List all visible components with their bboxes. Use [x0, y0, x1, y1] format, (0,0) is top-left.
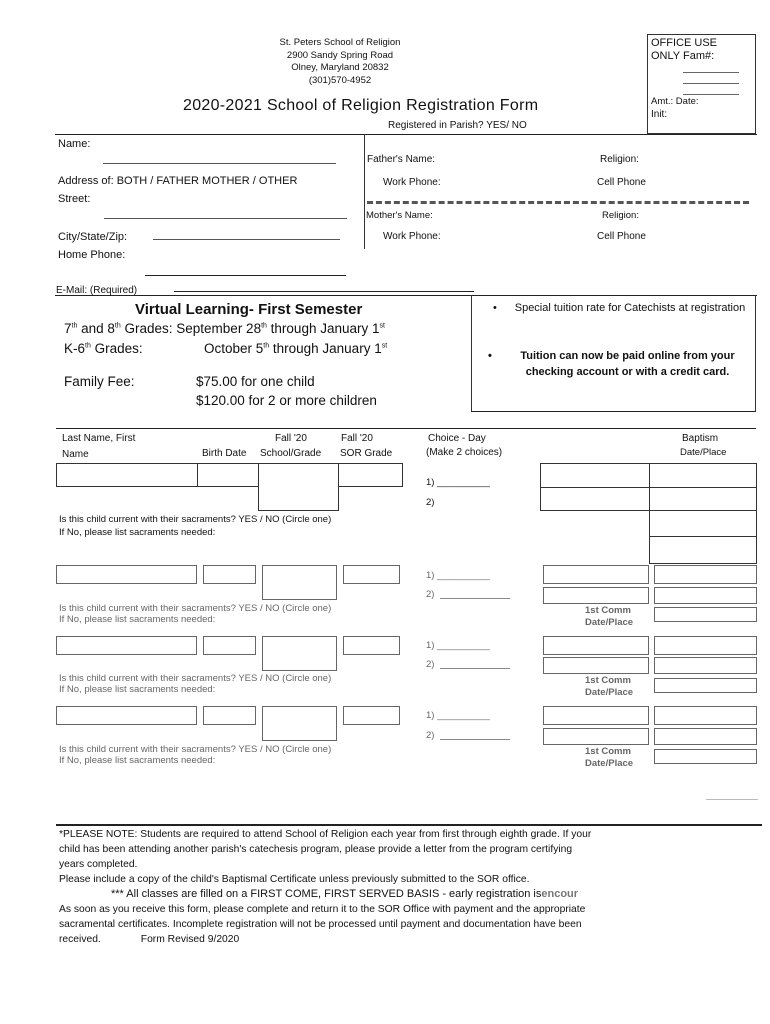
first-comm-label-2: Date/Place — [585, 617, 634, 628]
first-comm-label-2: Date/Place — [585, 687, 634, 698]
home-phone-input-line[interactable] — [145, 275, 346, 276]
tuition-box-bottom — [471, 411, 756, 412]
choice-1[interactable]: 1) __________ — [426, 477, 490, 488]
received-text: received. — [59, 934, 101, 945]
email-label: E-Mail: (Required) — [56, 285, 138, 296]
col-choice-2: (Make 2 choices) — [426, 447, 503, 458]
col-name-2: Name — [62, 449, 89, 460]
g78-sup: th — [261, 322, 267, 330]
col-school-grade: School/Grade — [260, 448, 322, 459]
baptism-field[interactable] — [649, 463, 757, 488]
extra-field-2[interactable] — [543, 587, 649, 604]
grades-k6-dates — [204, 341, 387, 356]
first-comm-label-1: 1st Comm — [585, 746, 631, 757]
note-last-line — [59, 932, 764, 947]
office-amt-date: Amt.: Date: — [651, 96, 699, 107]
col-baptism-2: Date/Place — [680, 447, 727, 458]
school-grade-field[interactable] — [262, 636, 337, 671]
school-address-2: Olney, Maryland 20832 — [291, 62, 389, 73]
baptism-field-2[interactable] — [649, 487, 757, 511]
name-input-line[interactable] — [103, 163, 336, 164]
address-label: Address of: BOTH / FATHER MOTHER / OTHER — [58, 175, 298, 187]
notes-block — [59, 827, 764, 947]
vertical-divider — [364, 134, 365, 249]
note-line: Please include a copy of the child's Baptismal Certificate unless previously submitted to the SOR office. — [59, 874, 530, 885]
k6-part: Grades: — [90, 341, 143, 356]
sacraments-needed: If No, please list sacraments needed: — [59, 755, 216, 766]
school-name: St. Peters School of Religion — [279, 37, 401, 48]
birth-date-field[interactable] — [203, 636, 256, 655]
choice-2[interactable]: 2) — [426, 730, 435, 741]
first-comm-label-1: 1st Comm — [585, 605, 631, 616]
extra-field-2[interactable] — [543, 728, 649, 745]
choice-2-line[interactable] — [440, 668, 510, 669]
parent-separator — [367, 201, 749, 204]
baptism-field-2[interactable] — [654, 728, 757, 745]
extra-field[interactable] — [543, 565, 649, 584]
first-come-trunc: encour — [541, 888, 579, 900]
fee-two-children: $120.00 for 2 or more children — [196, 393, 377, 408]
k6-sup: th — [85, 342, 91, 350]
tuition-bullet-2 — [488, 348, 753, 380]
col-fall-1: Fall '20 — [275, 433, 307, 444]
city-label: City/State/Zip: — [58, 231, 128, 243]
mother-name-label: Mother's Name: — [366, 210, 433, 221]
g78-part: 7 — [64, 321, 72, 336]
first-come-text: *** All classes are filled on a FIRST COME, FIRST SERVED BASIS - early registration is — [111, 888, 542, 900]
baptism-field-2[interactable] — [654, 657, 757, 674]
extra-field[interactable] — [540, 463, 650, 488]
grades-k6-label — [64, 341, 143, 356]
col-fall-2: Fall '20 — [341, 433, 373, 444]
k6-date-sup: st — [381, 342, 388, 350]
office-fam-label: ONLY Fam#: — [651, 50, 715, 62]
choice-2[interactable]: 2) — [426, 659, 435, 670]
baptism-field[interactable] — [654, 565, 757, 584]
parish-question: Registered in Parish? YES/ NO — [388, 120, 527, 131]
mother-religion-label: Religion: — [602, 210, 639, 221]
mother-cell-label: Cell Phone — [597, 231, 646, 242]
street-input-line[interactable] — [104, 218, 347, 219]
father-work-label: Work Phone: — [383, 177, 441, 188]
sor-grade-field[interactable] — [343, 565, 400, 584]
bullet-icon: • — [488, 350, 492, 362]
first-comm-field-2[interactable] — [649, 536, 757, 564]
first-comm-field[interactable] — [654, 607, 757, 622]
sor-grade-field[interactable] — [338, 463, 403, 487]
bullet-icon: • — [493, 302, 497, 314]
col-baptism-1: Baptism — [682, 433, 719, 444]
g78-sup: st — [379, 322, 385, 330]
school-grade-field[interactable] — [262, 565, 337, 600]
note-line: As soon as you receive this form, please complete and return it to the SOR Office with payment and the appropriate — [59, 904, 586, 915]
street-label: Street: — [58, 193, 91, 205]
g78-sup: th — [71, 322, 78, 330]
city-input-line[interactable] — [153, 239, 340, 240]
email-input-line[interactable] — [174, 291, 474, 292]
first-comm-field[interactable] — [654, 749, 757, 764]
k6-date-part: October 5 — [204, 341, 264, 356]
table-header-border — [56, 428, 756, 429]
birth-date-field[interactable] — [197, 463, 259, 487]
note-line: years completed. — [59, 859, 138, 870]
school-grade-field[interactable] — [262, 706, 337, 741]
note-line: child has been attending another parish's catechesis program, please provide a letter from the program certifying — [59, 844, 573, 855]
first-comm-label-2: Date/Place — [585, 758, 634, 769]
office-line[interactable] — [683, 83, 739, 84]
child-name-field[interactable] — [56, 463, 198, 487]
choice-2-line[interactable] — [440, 598, 510, 599]
mother-work-label: Work Phone: — [383, 231, 441, 242]
choice-1[interactable]: 1) __________ — [426, 640, 490, 651]
office-use-label: OFFICE USE — [651, 37, 718, 49]
notes-divider — [56, 824, 762, 826]
name-label: Name: — [58, 138, 91, 150]
office-init: Init: — [651, 109, 668, 120]
father-religion-label: Religion: — [600, 154, 639, 165]
g78-part: and 8 — [77, 321, 115, 336]
birth-date-field[interactable] — [203, 706, 256, 725]
child-name-field[interactable] — [56, 706, 197, 725]
first-comm-field[interactable] — [649, 510, 757, 537]
tuition-bullet-2-text: Tuition can now be paid online from your checking account or with a credit card. — [520, 350, 735, 378]
tuition-bullet-1-text: Special tuition rate for Catechists at registration — [514, 302, 746, 314]
father-name-label: Father's Name: — [367, 154, 436, 165]
father-cell-label: Cell Phone — [597, 177, 646, 188]
note-first-come — [59, 887, 764, 902]
note-line: sacramental certificates. Incomplete registration will not be processed until payment and documentation have been — [59, 919, 582, 930]
school-grade-field[interactable] — [258, 463, 339, 511]
note-line: *PLEASE NOTE: Students are required to attend School of Religion each year from first through eighth grade. If your — [59, 829, 592, 840]
sacraments-question: Is this child current with their sacraments? YES / NO (Circle one) — [59, 603, 332, 614]
choice-2[interactable]: 2) — [426, 497, 435, 508]
school-address-1: 2900 Sandy Spring Road — [286, 49, 394, 61]
grades-7-8-line — [64, 321, 385, 336]
section-divider — [55, 134, 757, 135]
first-comm-label-1: 1st Comm — [585, 675, 631, 686]
sacraments-needed: If No, please list sacraments needed: — [59, 527, 216, 538]
g78-sup: th — [114, 322, 121, 330]
baptism-field-2[interactable] — [654, 587, 757, 604]
col-name-1: Last Name, First — [62, 433, 136, 444]
school-header — [230, 37, 450, 87]
fee-one-child: $75.00 for one child — [196, 374, 315, 389]
child-name-field[interactable] — [56, 565, 197, 584]
k6-date-part: through January 1 — [269, 341, 382, 356]
birth-date-field[interactable] — [203, 565, 256, 584]
office-line[interactable] — [683, 72, 739, 73]
school-phone: (301)570-4952 — [308, 74, 372, 86]
faint-line — [706, 799, 758, 800]
extra-field[interactable] — [543, 706, 649, 725]
office-line[interactable] — [683, 94, 739, 95]
k6-part: K-6 — [64, 341, 86, 356]
extra-field-2[interactable] — [540, 487, 650, 511]
sacraments-question: Is this child current with their sacraments? YES / NO (Circle one) — [59, 514, 332, 525]
sacraments-needed: If No, please list sacraments needed: — [59, 684, 216, 695]
sor-grade-field[interactable] — [343, 636, 400, 655]
tuition-bullet-1 — [493, 300, 753, 316]
k6-date-sup: th — [263, 342, 270, 350]
g78-part: Grades: September 28 — [120, 321, 262, 336]
col-choice-1: Choice - Day — [428, 433, 486, 444]
sacraments-question: Is this child current with their sacraments? YES / NO (Circle one) — [59, 744, 332, 755]
baptism-field[interactable] — [654, 706, 757, 725]
sor-grade-field[interactable] — [343, 706, 400, 725]
home-phone-label: Home Phone: — [58, 249, 126, 261]
choice-2-line[interactable] — [440, 739, 510, 740]
virtual-top-border — [55, 295, 757, 296]
tuition-box-right — [755, 295, 756, 412]
first-comm-field[interactable] — [654, 678, 757, 693]
choice-1[interactable]: 1) __________ — [426, 710, 490, 721]
col-sor-grade: SOR Grade — [340, 448, 393, 459]
col-birth: Birth Date — [202, 448, 247, 459]
tuition-box-left — [471, 295, 472, 412]
g78-part: through January 1 — [266, 321, 380, 336]
baptism-field[interactable] — [654, 636, 757, 655]
child-name-field[interactable] — [56, 636, 197, 655]
virtual-title: Virtual Learning- First Semester — [135, 301, 363, 318]
form-title: 2020-2021 School of Religion Registration Form — [183, 97, 539, 114]
choice-2[interactable]: 2) — [426, 589, 435, 600]
sacraments-needed: If No, please list sacraments needed: — [59, 614, 216, 625]
form-revised: Form Revised 9/2020 — [140, 934, 240, 945]
family-fee-label: Family Fee: — [64, 374, 135, 389]
sacraments-question: Is this child current with their sacraments? YES / NO (Circle one) — [59, 673, 332, 684]
extra-field-2[interactable] — [543, 657, 649, 674]
choice-1[interactable]: 1) __________ — [426, 570, 490, 581]
extra-field[interactable] — [543, 636, 649, 655]
